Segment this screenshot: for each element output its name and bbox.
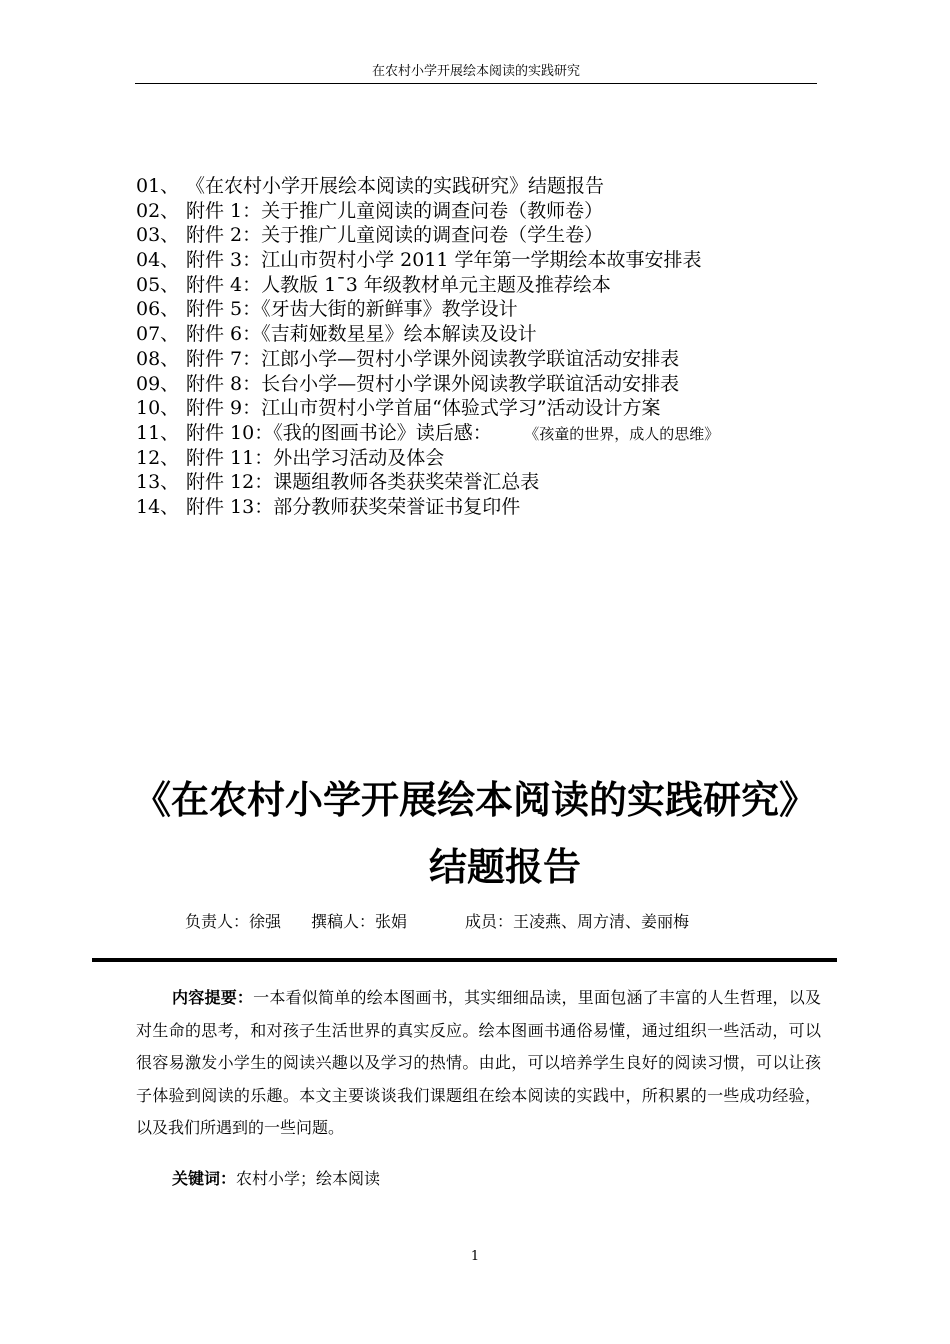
report-title: 《在农村小学开展绘本阅读的实践研究》	[132, 778, 817, 822]
item-subtitle: 《孩童的世界，成人的思维》	[531, 424, 720, 443]
item-number: 01、	[136, 175, 180, 197]
item-text: 附件 7：江郎小学—贺村小学课外阅读教学联谊活动安排表	[186, 347, 680, 370]
page-number: 1	[470, 1249, 480, 1264]
keywords-line	[172, 1165, 380, 1193]
keywords-text: 农村小学；绘本阅读	[236, 1169, 381, 1188]
item-number: 09、	[136, 372, 180, 395]
report-subtitle: 结题报告	[428, 845, 581, 889]
abstract-text: 一本看似简单的绘本图画书，其实细细品读，里面包涵了丰富的人生哲理，以及对生命的思考，和对孩子生活世界的真实反应。绘本图画书通俗易懂，通过组织一些活动，可以很容易激发小学生的阅读兴趣以及学习的热情。由此，可以培养学生良好的阅读习惯，可以让孩子体验到阅读的乐趣。本文主要谈谈我们课题组在绘本阅读的实践中，所积累的一些成功经验，以及我们所遇到的一些问题。	[136, 988, 821, 1137]
list-item	[136, 372, 836, 397]
item-text: 附件 9：江山市贺村小学首届“体验式学习”活动设计方案	[186, 397, 661, 420]
list-item	[136, 174, 836, 199]
item-number: 14、	[136, 495, 180, 518]
item-text: 附件 8：长台小学—贺村小学课外阅读教学联谊活动安排表	[186, 372, 680, 395]
item-text: 附件 11：外出学习活动及体会	[186, 446, 445, 469]
item-number: 02、	[136, 199, 180, 222]
list-item	[136, 297, 836, 322]
list-item	[136, 421, 836, 446]
item-number: 12、	[136, 446, 180, 469]
project-leader: 负责人：徐强	[185, 912, 282, 931]
item-text: 附件 13：部分教师获奖荣誉证书复印件	[186, 495, 521, 518]
item-number: 07、	[136, 323, 180, 346]
list-item	[136, 273, 836, 298]
item-text: 附件 6：《吉莉娅数星星》绘本解读及设计	[186, 323, 537, 346]
list-item	[136, 199, 836, 224]
item-number: 06、	[136, 298, 180, 321]
item-text: 《在农村小学开展绘本阅读的实践研究》结题报告	[186, 175, 605, 197]
author-byline	[185, 911, 825, 933]
section-divider	[92, 958, 837, 962]
attachment-list	[136, 174, 836, 520]
running-header: 在农村小学开展绘本阅读的实践研究	[371, 64, 580, 79]
abstract-label: 内容提要：	[172, 988, 254, 1007]
list-item	[136, 396, 836, 421]
report-writer: 撰稿人：张娟	[311, 912, 408, 931]
list-item	[136, 223, 836, 248]
list-item	[136, 470, 836, 495]
item-number: 05、	[136, 273, 180, 296]
list-item	[136, 347, 836, 372]
keywords-label: 关键词：	[172, 1169, 237, 1188]
item-text: 附件 5：《牙齿大街的新鲜事》教学设计	[186, 298, 518, 321]
item-number: 10、	[136, 397, 180, 420]
item-number: 08、	[136, 347, 180, 370]
list-item	[136, 248, 836, 273]
item-number: 11、	[136, 421, 180, 444]
list-item	[136, 446, 836, 471]
item-number: 13、	[136, 471, 180, 494]
item-number: 03、	[136, 224, 180, 247]
item-text: 附件 2：关于推广儿童阅读的调查问卷（学生卷）	[186, 224, 604, 247]
team-members: 成员：王凌燕、周方清、姜丽梅	[465, 912, 690, 931]
item-text: 附件 1：关于推广儿童阅读的调查问卷（教师卷）	[186, 199, 604, 222]
item-text: 附件 10：《我的图画书论》读后感：	[186, 421, 492, 444]
list-item	[136, 495, 836, 520]
item-text: 附件 3：江山市贺村小学 2011 学年第一学期绘本故事安排表	[186, 249, 702, 272]
abstract-paragraph	[136, 982, 821, 1145]
item-number: 04、	[136, 249, 180, 272]
item-text: 附件 12：课题组教师各类获奖荣誉汇总表	[186, 471, 540, 494]
item-text: 附件 4：人教版 1¯3 年级教材单元主题及推荐绘本	[186, 273, 611, 296]
header-rule	[135, 83, 817, 84]
list-item	[136, 322, 836, 347]
